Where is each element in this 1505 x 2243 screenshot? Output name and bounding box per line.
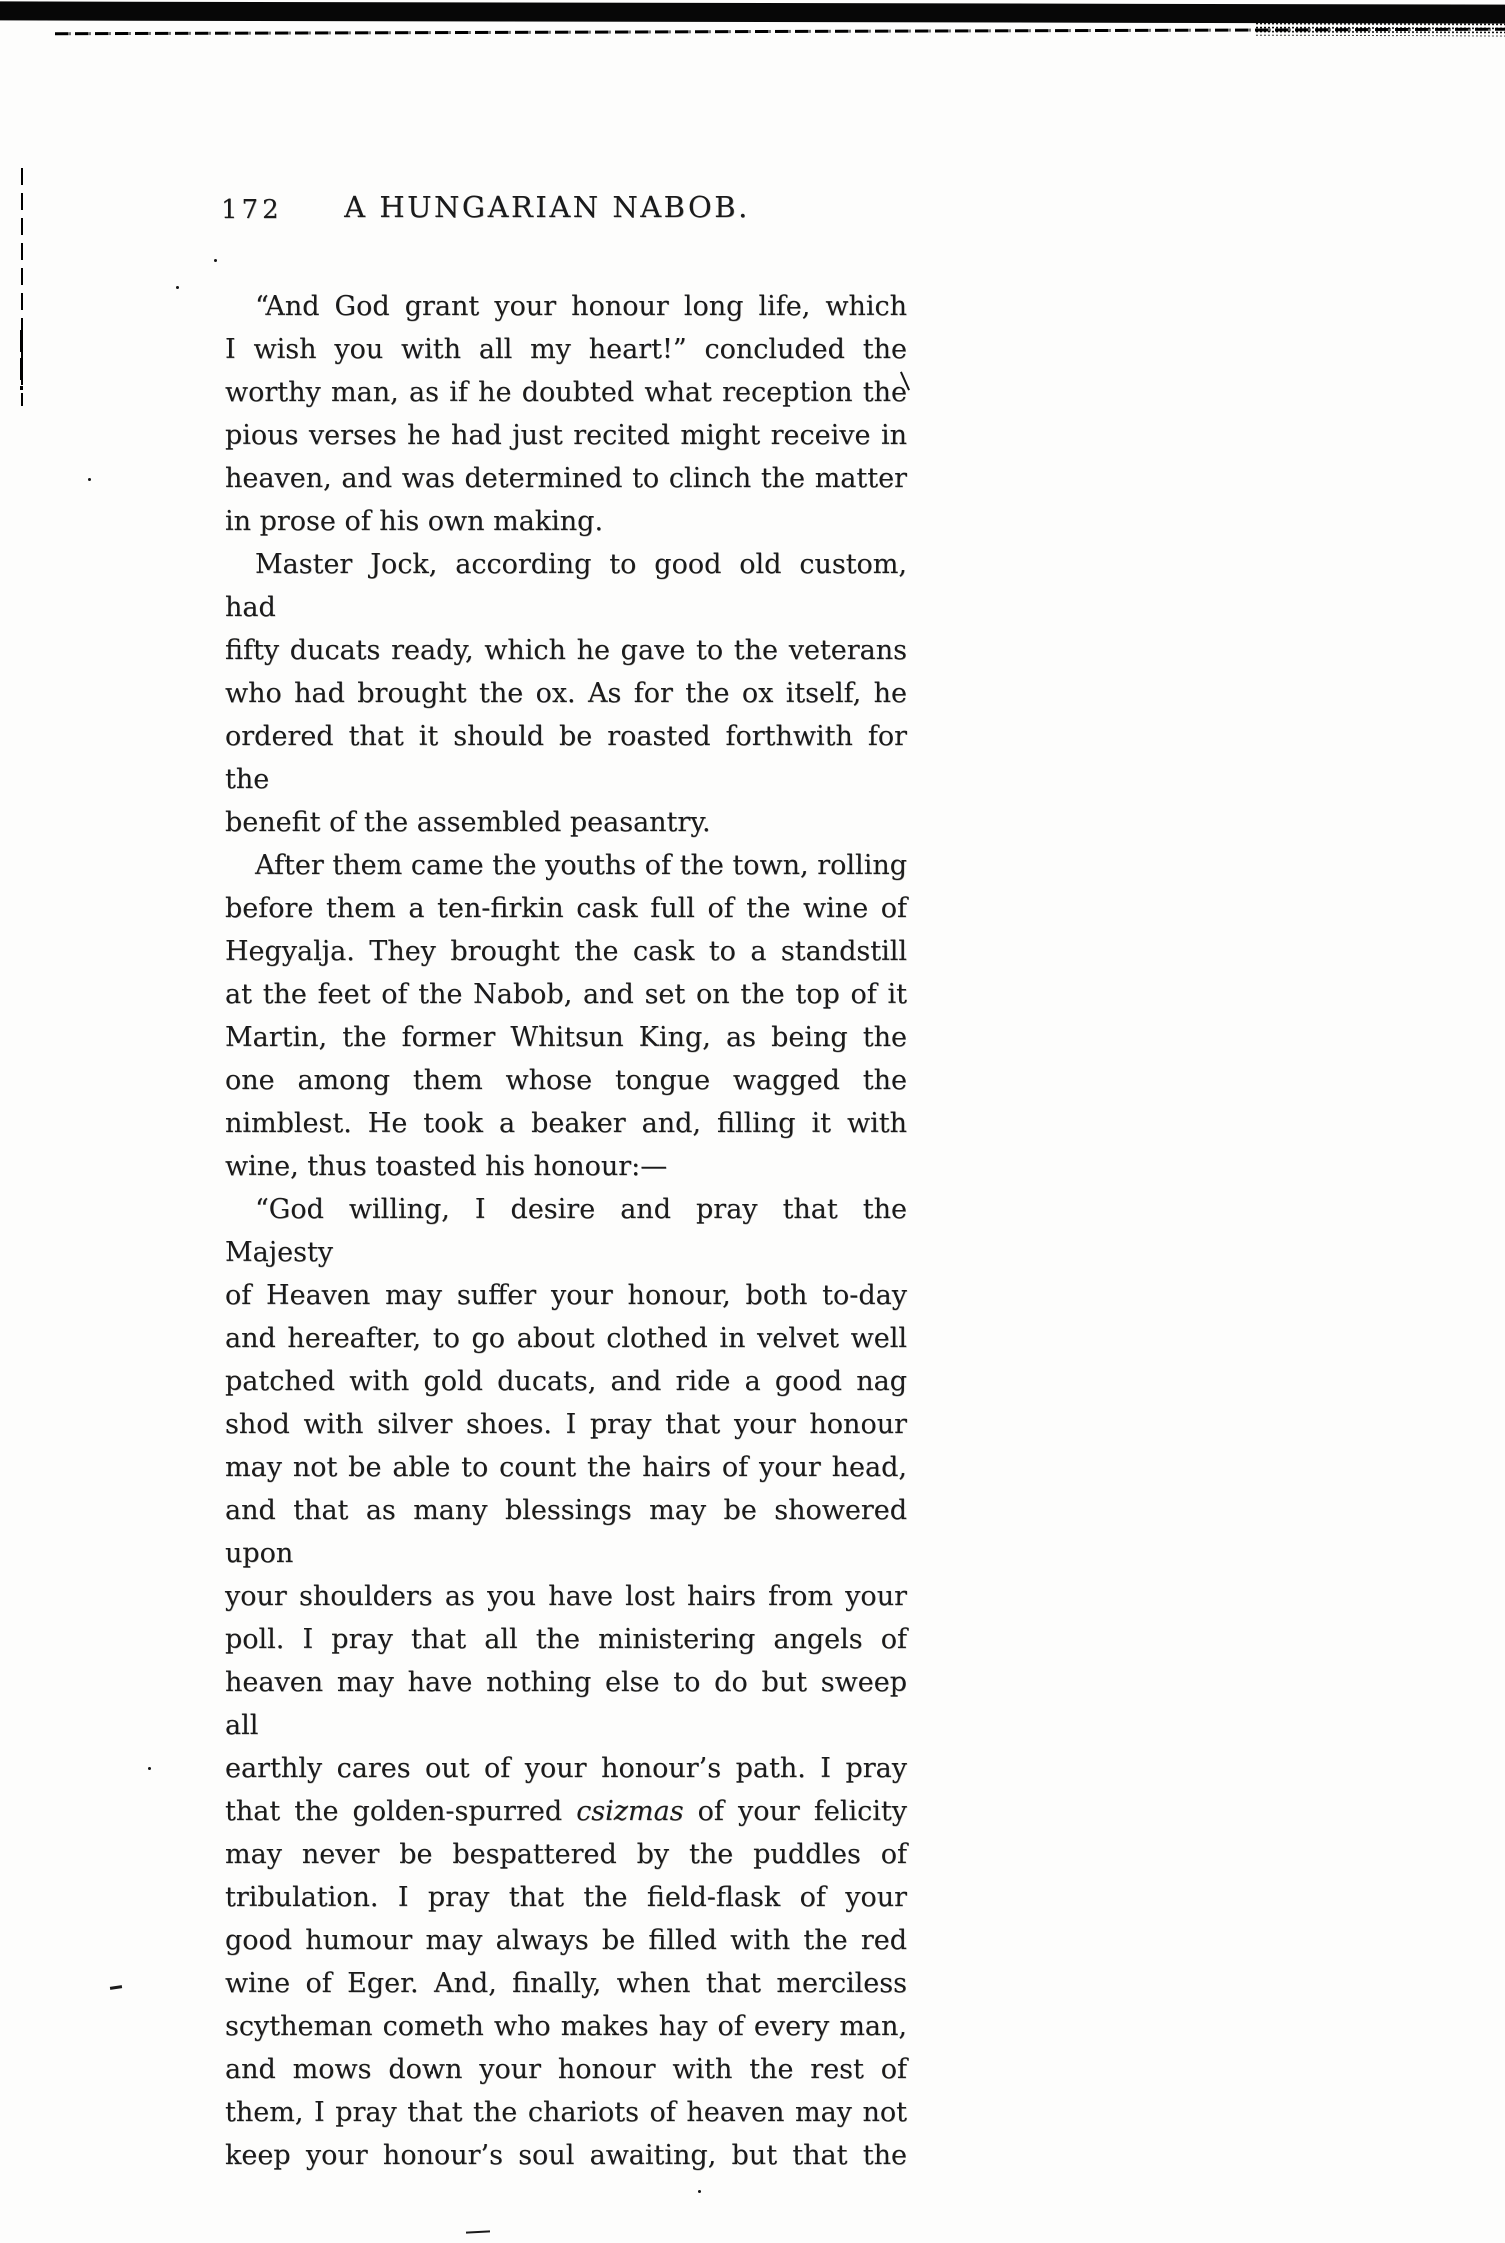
text-line: keep your honour’s soul awaiting, but that the: [225, 2140, 907, 2171]
text-line: “God willing, I desire and pray that the Majesty: [225, 1194, 907, 1268]
text-line: scytheman cometh who makes hay of every man,: [225, 2011, 907, 2042]
text-line: in prose of his own making.: [225, 506, 604, 537]
text-line: and mows down your honour with the rest of: [225, 2054, 907, 2085]
page-header: [221, 190, 907, 234]
text-line: worthy man, as if he doubted what reception the: [225, 377, 907, 408]
text-line: pious verses he had just recited might receive in: [225, 420, 907, 451]
text-segment: that the golden-spurred: [225, 1796, 563, 1827]
running-title: A HUNGARIAN NABOB.: [344, 190, 750, 224]
text-line: heaven may have nothing else to do but sweep all: [225, 1667, 907, 1741]
text-line: “And God grant your honour long life, which: [255, 291, 907, 322]
text-line: wine of Eger. And, finally, when that merciless: [225, 1968, 907, 1999]
text-segment-italic: csizmas: [576, 1796, 684, 1827]
scan-speck-dash: [466, 2230, 490, 2233]
text-line: After them came the youths of the town, rolling: [255, 850, 907, 881]
text-line: ordered that it should be roasted forthwith for the: [225, 721, 907, 795]
text-line: I wish you with all my heart!” concluded the: [225, 334, 907, 365]
text-line: who had brought the ox. As for the ox itself, he: [225, 678, 907, 709]
text-line-with-italic: [225, 1790, 907, 1833]
text-line: them, I pray that the chariots of heaven may not: [225, 2097, 907, 2128]
scan-speck: [88, 478, 91, 481]
page-number: 172: [221, 195, 283, 225]
text-line: benefit of the assembled peasantry.: [225, 807, 711, 838]
text-line: of Heaven may suffer your honour, both to-day: [225, 1280, 907, 1311]
text-line: and hereafter, to go about clothed in velvet well: [225, 1323, 907, 1354]
text-line: may not be able to count the hairs of your head,: [225, 1452, 907, 1483]
text-line: patched with gold ducats, and ride a good nag: [225, 1366, 907, 1397]
text-line: fifty ducats ready, which he gave to the veterans: [225, 635, 907, 666]
text-line: nimblest. He took a beaker and, filling it with: [225, 1108, 907, 1139]
scan-speck: [214, 259, 217, 262]
text-line: may never be bespattered by the puddles of: [225, 1839, 907, 1870]
text-line: one among them whose tongue wagged the: [225, 1065, 907, 1096]
page-text: [225, 285, 907, 2177]
scan-artifact-top-bar: [0, 1, 1505, 23]
text-line: tribulation. I pray that the field-flask of your: [225, 1882, 907, 1913]
scan-speck: [698, 2190, 701, 2193]
scan-artifact-left-edge-blob: [20, 330, 23, 390]
text-line: Hegyalja. They brought the cask to a standstill: [225, 936, 907, 967]
scan-speck: [176, 286, 179, 289]
scan-speck-dash: [110, 1985, 122, 1990]
text-line: your shoulders as you have lost hairs from your: [225, 1581, 907, 1612]
text-line: Master Jock, according to good old custom, had: [225, 549, 907, 623]
text-line: wine, thus toasted his honour:—: [225, 1151, 668, 1182]
text-line: good humour may always be filled with the red: [225, 1925, 907, 1956]
text-line: before them a ten-firkin cask full of the wine of: [225, 893, 907, 924]
scan-speck: [148, 1767, 151, 1770]
text-line: Martin, the former Whitsun King, as being the: [225, 1022, 907, 1053]
text-line: heaven, and was determined to clinch the matter: [225, 463, 907, 494]
text-line: shod with silver shoes. I pray that your honour: [225, 1409, 907, 1440]
text-line: and that as many blessings may be showered upon: [225, 1495, 907, 1569]
text-line: poll. I pray that all the ministering angels of: [225, 1624, 907, 1655]
text-segment: of your felicity: [697, 1796, 907, 1827]
text-line: earthly cares out of your honour’s path. I pray: [225, 1753, 907, 1784]
text-line: at the feet of the Nabob, and set on the top of it: [225, 979, 907, 1010]
